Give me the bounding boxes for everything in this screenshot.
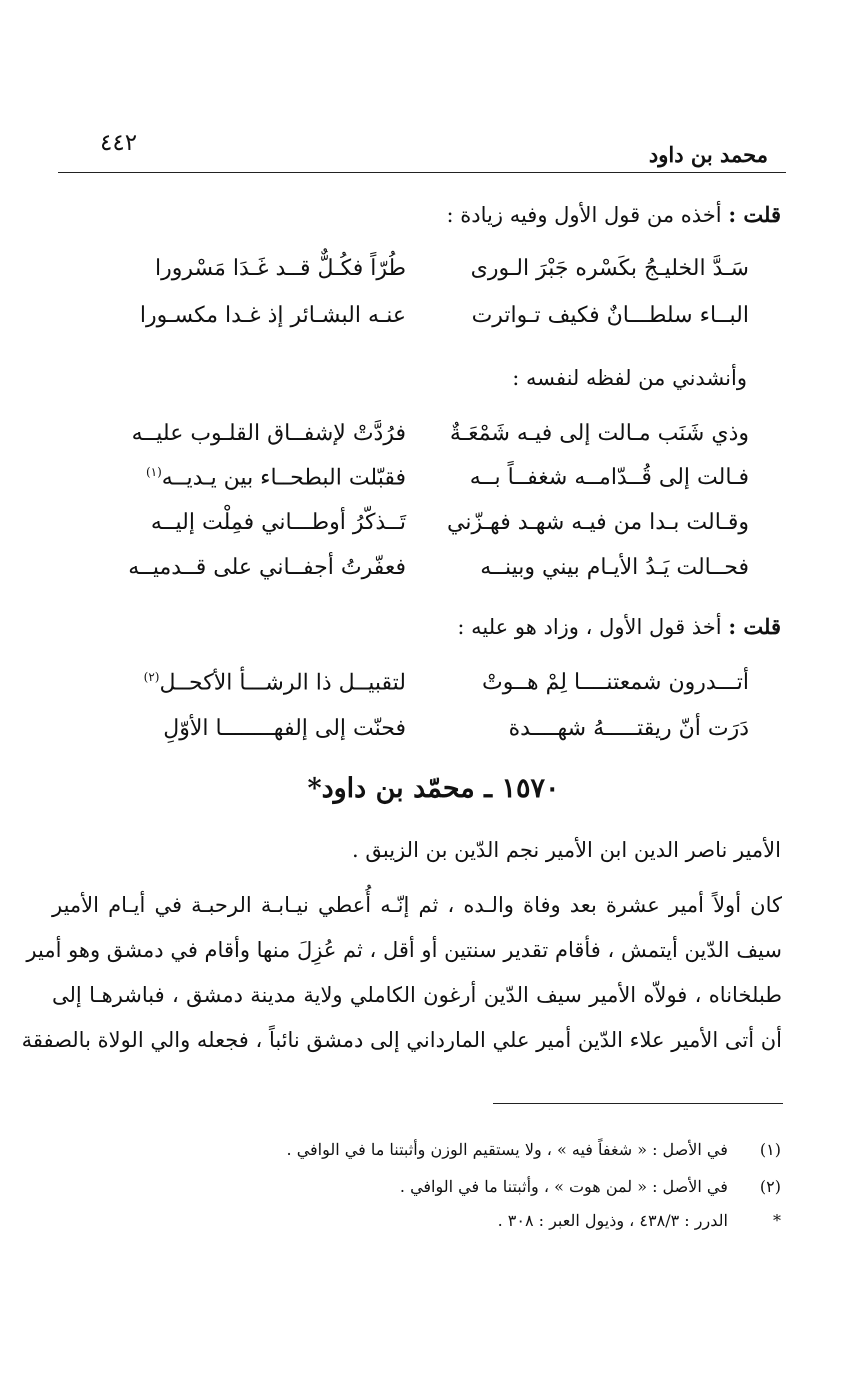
- footnote-ref: (١): [145, 465, 162, 479]
- verse-hemistich-right: سَـدَّ الخليـجُ بكَسْره جَبْرَ الـورى: [470, 256, 749, 281]
- verse-hemistich-left: [96, 670, 406, 695]
- intro-line-2: وأنشدني من لفظه لنفسه :: [512, 366, 747, 390]
- verse-hemistich-left: تَــذكّرُ أوطـــاني فمِلْت إليــه: [150, 510, 406, 535]
- body-line: طبلخاناه ، فولاّه الأمير سيف الدّين أرغون الكاملي ولاية مدينة دمشق ، فباشرهـا إلى: [52, 983, 782, 1007]
- intro-line-3: [457, 614, 781, 639]
- verse-text: فقبّلت البطحــاء بين يـديــه: [161, 465, 406, 491]
- body-line: سيف الدّين أيتمش ، فأقام تقدير سنتين أو أقل ، ثم عُزِلَ منها وأقام في دمشق وهو أمير: [26, 938, 782, 962]
- verse-hemistich-left: فرُدَّتْ لإشفــاق القلـوب عليــه: [131, 421, 406, 446]
- footnote-text: في الأصل : « لمن هوت » ، وأثبتنا ما في الوافي .: [399, 1177, 728, 1196]
- verse-hemistich-right: أتـــدرون شمعتنــــا لِمْ هــوتْ: [482, 670, 749, 695]
- verse-hemistich-right: فـالت إلى قُــدّامــه شغفــاً بــه: [469, 465, 749, 490]
- verse-hemistich-left: فحنّت إلى إلفهــــــــا الأوّلِ: [163, 716, 406, 741]
- intro-line-1: [447, 202, 781, 227]
- footnote: [498, 1211, 781, 1230]
- intro-text: أخذ قول الأول ، وزاد هو عليه :: [457, 615, 722, 639]
- verse-hemistich-right: البــاء سلطـــانٌ فكيف تـواترت: [471, 303, 749, 328]
- entry-name-line: الأمير ناصر الدين ابن الأمير نجم الدّين بن الزيبق .: [352, 838, 781, 862]
- footnote: [400, 1177, 781, 1196]
- body-line: كان أولاً أمير عشرة بعد وفاة والـده ، ثم إنّـه أُعطي نيـابـة الرحبـة في أيـام الأمير: [52, 893, 782, 917]
- verse-hemistich-left: طُرّاً فكُـلٌّ قــد غَـدَا مَسْرورا: [155, 256, 406, 281]
- verse-hemistich-right: وذي شَنَب مـالت إلى فيـه شَمْعَـةٌ: [449, 421, 749, 446]
- intro-label: قلت :: [728, 614, 781, 639]
- body-line: أن أتى الأمير علاء الدّين أمير علي المارداني إلى دمشق نائباً ، فجعله والي الولاة بالصفقة: [21, 1028, 782, 1052]
- running-title: محمد بن داود: [648, 142, 768, 167]
- footnote-mark: *: [773, 1211, 781, 1230]
- footnote-text: الدرر : ٤٣٨/٣ ، وذيول العبر : ٣٠٨ .: [497, 1211, 728, 1230]
- verse-hemistich-left: عنـه البشـائر إذ غـدا مكسـورا: [139, 303, 406, 328]
- intro-text: أخذه من قول الأول وفيه زيادة :: [446, 203, 722, 227]
- verse-text: لتقبيــل ذا الرشـــأ الأكحــل: [159, 670, 406, 696]
- verse-hemistich-right: وقـالت بـدا من فيـه شهـد فهـزّني: [447, 510, 749, 535]
- footnote-divider: [493, 1103, 783, 1104]
- intro-label: قلت :: [728, 202, 781, 227]
- entry-title: ١٥٧٠ ـ محمّد بن داود*: [307, 773, 560, 804]
- footnote-mark: (٢): [759, 1177, 781, 1196]
- verse-hemistich-left: [96, 465, 406, 490]
- verse-hemistich-left: فعفّرتُ أجفــاني على قــدميــه: [128, 555, 406, 580]
- footnote-ref: (٢): [143, 670, 160, 684]
- verse-hemistich-right: دَرَت أنّ ريقتـــــهُ شهــــدة: [508, 716, 749, 741]
- footnote-text: في الأصل : « شغفاً فيه » ، ولا يستقيم الوزن وأثبتنا ما في الوافي .: [286, 1140, 728, 1159]
- footnote: [287, 1140, 781, 1159]
- footnote-mark: (١): [759, 1140, 781, 1159]
- page-header: [58, 128, 786, 173]
- verse-hemistich-right: فحــالت يَـدُ الأيـام بيني وبينــه: [480, 555, 749, 580]
- page-number: ٤٤٢: [100, 130, 138, 156]
